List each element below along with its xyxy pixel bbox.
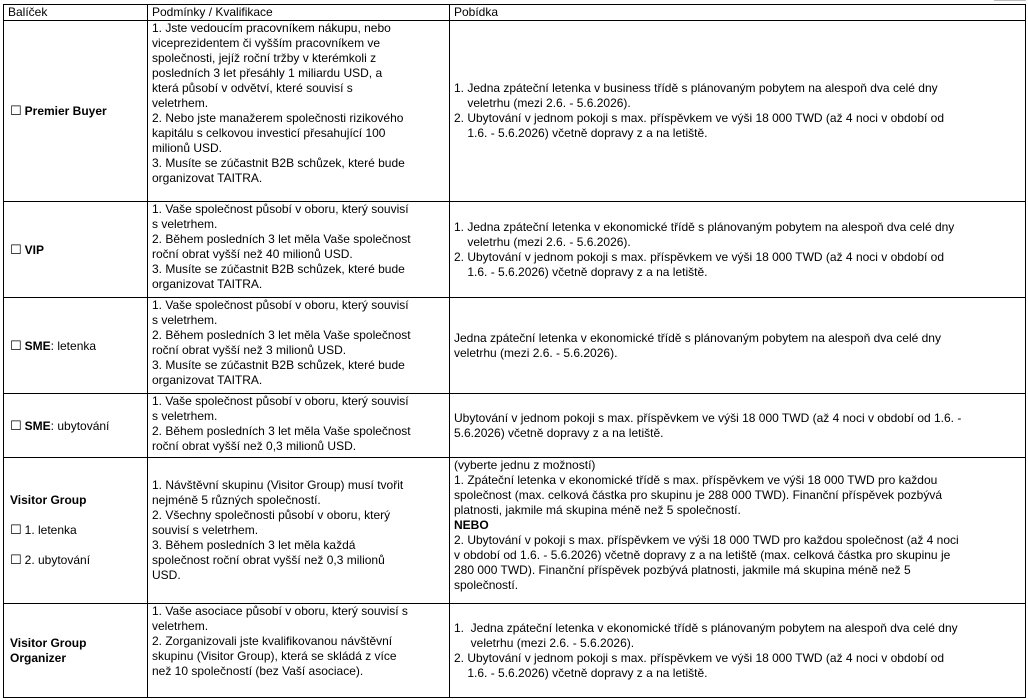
- incentive-cell: [450, 298, 1026, 394]
- incentive-line: 1. Jedna zpáteční letenka v business třídě s plánovaným pobytem na alespoň dva celé dny: [454, 81, 938, 95]
- condition-line: milionů USD.: [152, 141, 223, 155]
- or-label: NEBO: [454, 518, 489, 532]
- incentive-line: 2. Ubytování v jednom pokoji s max. příspěvkem ve výši 18 000 TWD (až 4 noci v období od: [454, 650, 945, 665]
- header-conditions: Podmínky / Kvalifikace: [148, 5, 450, 21]
- condition-line: 1. Návštěvní skupinu (Visitor Group) musí tvořit: [152, 478, 404, 492]
- conditions-cell: [148, 458, 450, 604]
- package-suffix: : letenka: [50, 338, 97, 353]
- incentive-cell: [450, 458, 1026, 604]
- condition-line: skupinu (Visitor Group), která se skládá z více: [152, 649, 397, 663]
- incentive-line: 1.6. - 5.6.2026) včetně dopravy z a na letiště.: [454, 264, 708, 279]
- conditions-cell: [148, 202, 450, 298]
- condition-line: roční obrat vyšší než 40 milionů USD.: [152, 247, 353, 261]
- condition-line: 2. Zorganizovali jste kvalifikovanou návštěvní: [152, 634, 393, 648]
- row-premier-buyer: [4, 21, 1026, 202]
- condition-line: USD.: [152, 568, 181, 582]
- condition-line: 1. Jste vedoucím pracovníkem nákupu, nebo: [152, 21, 391, 35]
- condition-line: 1. Vaše společnost působí v oboru, který souvisí: [152, 298, 409, 312]
- condition-line: organizovat TAITRA.: [152, 373, 263, 387]
- option-label: 1. letenka: [24, 523, 77, 537]
- condition-line: viceprezidentem či vyšším pracovníkem ve: [152, 36, 381, 50]
- incentive-cell: [450, 21, 1026, 202]
- condition-line: s veletrhem.: [152, 409, 218, 423]
- incentive-line: 2. Ubytování v pokoji s max. příspěvkem ve výši 18 000 TWD pro každou společnost (až 4 noci: [454, 533, 959, 547]
- package-option-1: [10, 522, 143, 538]
- incentive-line: veletrhu (mezi 2.6. - 5.6.2026).: [454, 635, 635, 650]
- condition-line: organizovat TAITRA.: [152, 277, 263, 291]
- condition-line: než 10 společností (bez Vaší asociace).: [152, 664, 364, 678]
- incentive-line: společností.: [454, 578, 519, 592]
- package-cell: [4, 202, 148, 298]
- condition-line: 2. Během posledních 3 let měla Vaše společnost: [152, 328, 411, 342]
- condition-line: společnost roční obrat vyšší než 0,3 milionů: [152, 553, 385, 567]
- package-name: Visitor Group: [10, 635, 87, 650]
- incentive-line: 2. Ubytování v jednom pokoji s max. příspěvkem ve výši 18 000 TWD (až 4 noci v období od: [454, 249, 945, 264]
- package-name: Visitor Group: [10, 493, 87, 507]
- package-name: Organizer: [10, 650, 67, 665]
- condition-line: společnosti, jejíž roční tržby v kterémkoli z: [152, 51, 377, 65]
- condition-line: nejméně 5 různých společností.: [152, 493, 321, 507]
- incentive-line: 1.6. - 5.6.2026) včetně dopravy z a na letiště.: [454, 126, 708, 140]
- checkbox-icon[interactable]: ☐: [10, 241, 22, 257]
- top-edge-line: [994, 0, 1026, 1]
- condition-line: 3. Musíte se zúčastnit B2B schůzek, které bude: [152, 358, 405, 372]
- incentive-cell: [450, 202, 1026, 298]
- package-cell: [4, 21, 148, 202]
- conditions-cell: [148, 604, 450, 698]
- incentive-line: 5.6.2026) včetně dopravy z a na letiště.: [454, 425, 664, 440]
- condition-line: 1. Vaše společnost působí v oboru, který souvisí: [152, 202, 409, 216]
- condition-line: s veletrhem.: [152, 217, 218, 231]
- package-cell: [4, 458, 148, 604]
- condition-line: 3. Během posledních 3 let měla každá: [152, 538, 356, 552]
- incentive-line: (vyberte jednu z možností): [454, 458, 596, 472]
- incentive-line: 2. Ubytování v jednom pokoji s max. příspěvkem ve výši 18 000 TWD (až 4 noci v období od: [454, 111, 945, 125]
- package-name: Premier Buyer: [24, 104, 107, 118]
- incentive-line: veletrhu (mezi 2.6. - 5.6.2026).: [454, 345, 618, 360]
- incentive-line: veletrhu (mezi 2.6. - 5.6.2026).: [454, 234, 631, 249]
- condition-line: posledních 3 let přesáhly 1 miliardu USD, a: [152, 66, 383, 80]
- condition-line: 1. Vaše asociace působí v oboru, který souvisí s: [152, 604, 408, 618]
- header-incentive: Pobídka: [450, 5, 1026, 21]
- incentive-table: [3, 4, 1026, 698]
- condition-line: která působí v odvětví, které souvisí s: [152, 81, 353, 95]
- incentive-line: společnost (max. celková částka pro skupinu je 288 000 TWD). Finanční příspěvek pozbývá: [454, 488, 943, 502]
- row-visitor-group-organizer: [4, 604, 1026, 698]
- package-name: VIP: [24, 242, 44, 257]
- row-sme-ubytovani: [4, 394, 1026, 458]
- condition-line: 1. Vaše společnost působí v oboru, který souvisí: [152, 394, 409, 408]
- incentive-line: 1. Jedna zpáteční letenka v ekonomické třídě s plánovaným pobytem na alespoň dva celé dny: [454, 620, 958, 635]
- incentive-line: 1. Jedna zpáteční letenka v ekonomické třídě s plánovaným pobytem na alespoň dva celé dny: [454, 219, 955, 234]
- condition-line: kapitálu s celkovou investicí přesahující 100: [152, 126, 386, 140]
- header-row: [4, 5, 1026, 21]
- checkbox-icon[interactable]: ☐: [10, 103, 22, 118]
- checkbox-icon[interactable]: ☐: [10, 417, 22, 433]
- condition-line: souvisí s veletrhem.: [152, 523, 259, 537]
- incentive-line: 1. Zpáteční letenka v ekonomické třídě s max. příspěvkem ve výši 18 000 TWD pro každou: [454, 473, 938, 487]
- conditions-cell: [148, 394, 450, 458]
- package-cell: [4, 298, 148, 394]
- condition-line: 3. Musíte se zúčastnit B2B schůzek, které bude: [152, 262, 405, 276]
- row-visitor-group: [4, 458, 1026, 604]
- row-sme-letenka: [4, 298, 1026, 394]
- incentive-cell: [450, 604, 1026, 698]
- incentive-line: Ubytování v jednom pokoji s max. příspěvkem ve výši 18 000 TWD (až 4 noci v období od 1.6. -: [454, 410, 962, 425]
- incentive-cell: [450, 394, 1026, 458]
- incentive-line: Jedna zpáteční letenka v ekonomické třídě s plánovaným pobytem na alespoň dva celé dny: [454, 330, 941, 345]
- condition-line: s veletrhem.: [152, 313, 218, 327]
- condition-line: 2. Všechny společnosti působí v oboru, který: [152, 508, 391, 522]
- package-name: SME: [24, 418, 51, 433]
- condition-line: roční obrat vyšší než 0,3 milionů USD.: [152, 439, 357, 453]
- condition-line: 2. Nebo jste manažerem společnosti rizikového: [152, 111, 404, 125]
- conditions-cell: [148, 21, 450, 202]
- condition-line: organizovat TAITRA.: [152, 171, 263, 185]
- condition-line: veletrhem.: [152, 619, 209, 633]
- incentive-line: veletrhu (mezi 2.6. - 5.6.2026).: [454, 96, 631, 110]
- conditions-cell: [148, 298, 450, 394]
- package-suffix: : ubytování: [50, 418, 110, 433]
- incentive-line: platnosti, jakmile má skupina méně než 5 společností.: [454, 503, 741, 517]
- checkbox-icon[interactable]: ☐: [10, 552, 22, 567]
- package-option-2: [10, 552, 143, 568]
- condition-line: 2. Během posledních 3 let měla Vaše společnost: [152, 424, 411, 438]
- package-name: SME: [24, 338, 51, 353]
- condition-line: roční obrat vyšší než 3 milionů USD.: [152, 343, 347, 357]
- condition-line: 3. Musíte se zúčastnit B2B schůzek, které bude: [152, 156, 405, 170]
- header-package: Balíček: [4, 5, 148, 21]
- row-vip: [4, 202, 1026, 298]
- package-cell: [4, 604, 148, 698]
- condition-line: veletrhem.: [152, 96, 209, 110]
- package-cell: [4, 394, 148, 458]
- incentive-line: v období od 1.6. - 5.6.2026) včetně dopravy z a na letiště (max. celková částka pro skupinu je: [454, 548, 951, 562]
- incentive-line: 1.6. - 5.6.2026) včetně dopravy z a na letiště.: [454, 665, 708, 680]
- condition-line: 2. Během posledních 3 let měla Vaše společnost: [152, 232, 411, 246]
- option-label: 2. ubytování: [24, 553, 91, 567]
- incentive-line: 280 000 TWD). Finanční příspěvek pozbývá platnosti, jakmile má skupina méně než 5: [454, 563, 911, 577]
- checkbox-icon[interactable]: ☐: [10, 522, 22, 537]
- checkbox-icon[interactable]: ☐: [10, 337, 22, 353]
